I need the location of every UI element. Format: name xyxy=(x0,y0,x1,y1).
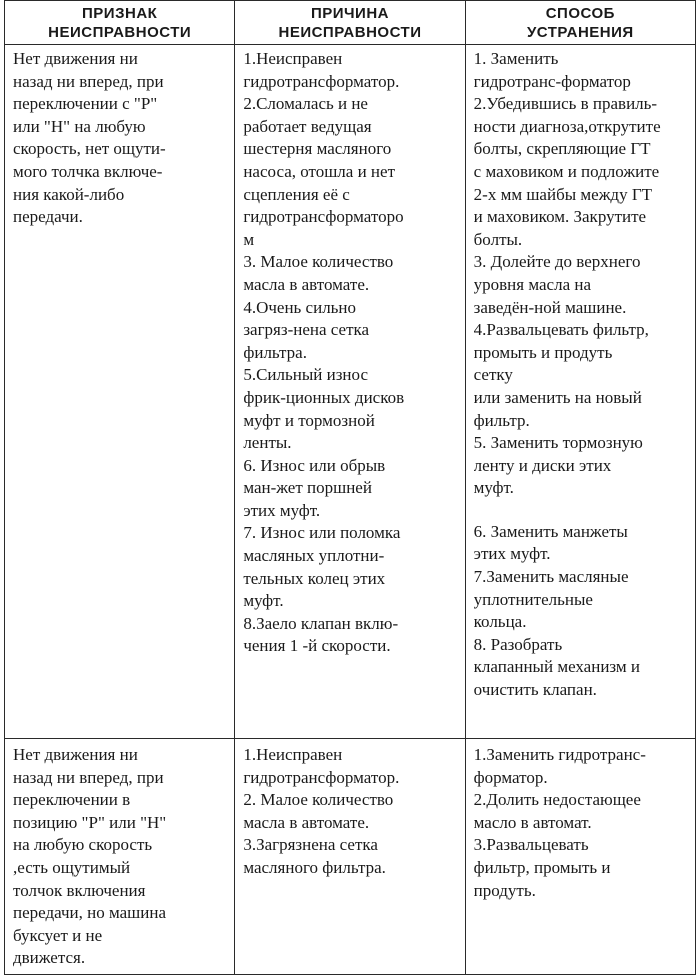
text-line: 4.Очень сильно xyxy=(243,297,357,317)
text-line: гидротрансформатор. xyxy=(243,71,400,91)
text-line: передачи. xyxy=(13,207,83,227)
remedy-cell xyxy=(465,739,695,975)
text-line: 8.Заело клапан вклю- xyxy=(243,613,399,633)
text-line: позицию "Р" или "Н" xyxy=(13,812,167,832)
text-line: промыть и продуть xyxy=(473,342,613,362)
text-line: кольца. xyxy=(473,612,527,632)
text-line: работает ведущая xyxy=(243,116,372,136)
text-line: шестерня масляного xyxy=(243,139,392,159)
remedy-cell xyxy=(465,45,695,739)
fault-table xyxy=(4,0,696,975)
symptom-cell xyxy=(5,45,235,739)
text-line: ности диагноза,открутите xyxy=(473,116,661,136)
header-cause-line: НЕИСПРАВНОСТИ xyxy=(278,24,422,41)
text-line: гидротрансформаторо xyxy=(243,207,404,227)
text-line: сетку xyxy=(473,365,513,385)
text-line: фильтра. xyxy=(243,342,307,362)
text-line: масла в автомате. xyxy=(243,274,370,294)
text-line: этих муфт. xyxy=(243,500,321,520)
text-line: фильтр, промыть и xyxy=(473,857,611,877)
table-row xyxy=(5,45,696,739)
text-line: масла в автомате. xyxy=(243,812,370,832)
text-line: ленту и диски этих xyxy=(473,455,612,475)
header-symptom xyxy=(5,1,235,45)
text-line: 6. Износ или обрыв xyxy=(243,455,386,475)
text-line: буксует и не xyxy=(13,925,103,945)
text-line: болты, скрепляющие ГТ xyxy=(473,139,651,159)
text-line: движется. xyxy=(13,948,86,968)
text-line: Нет движения ни xyxy=(13,745,138,764)
text-line: фрик-ционных дисков xyxy=(243,387,405,407)
text-line: 3.Загрязнена сетка xyxy=(243,835,378,855)
text-line: 2-х мм шайбы между ГТ xyxy=(473,184,653,204)
text-line: 7. Износ или поломка xyxy=(243,523,401,543)
text-line: переключении в xyxy=(13,790,131,810)
text-line: чения 1 -й скорости. xyxy=(243,636,391,656)
cause-cell xyxy=(235,739,465,975)
text-line: ния какой-либо xyxy=(13,184,125,204)
header-symptom-line: НЕИСПРАВНОСТИ xyxy=(48,24,192,41)
text-line: и маховиком. Закрутите xyxy=(473,207,647,227)
symptom-cell xyxy=(5,739,235,975)
text-line: 5.Сильный износ xyxy=(243,365,368,385)
text-line: заведён-ной машине. xyxy=(473,297,627,317)
text-line: фильтр. xyxy=(473,410,530,430)
text-line: масляного фильтра. xyxy=(243,857,386,877)
text-line: или "Н" на любую xyxy=(13,116,146,136)
text-line: скорость, нет ощути- xyxy=(13,139,166,159)
text-line: гидротранс-форматор xyxy=(473,71,631,91)
text-line: ман-жет поршней xyxy=(243,478,372,498)
text-line: масло в автомат. xyxy=(473,812,592,832)
text-line: 2.Убедившись в правиль- xyxy=(473,94,658,114)
text-line: муфт и тормозной xyxy=(243,410,375,430)
text-line: толчок включения xyxy=(13,880,146,900)
header-symptom-line: ПРИЗНАК xyxy=(82,5,158,22)
text-line: 3.Развальцевать xyxy=(473,835,589,855)
header-remedy-line: СПОСОБ xyxy=(545,5,615,22)
text-line: ленты. xyxy=(243,433,292,453)
cause-cell xyxy=(235,45,465,739)
text-line: форматор. xyxy=(473,767,548,787)
header-remedy-line: УСТРАНЕНИЯ xyxy=(526,24,634,41)
text-line: 3. Долейте до верхнего xyxy=(473,252,641,272)
text-line: мого толчка включе- xyxy=(13,161,163,181)
header-remedy xyxy=(465,1,695,45)
text-line: 1.Заменить гидротранс- xyxy=(473,745,646,764)
text-line: уплотнительные xyxy=(473,589,593,609)
text-line: клапанный механизм и xyxy=(473,657,641,677)
text-line: очистить клапан. xyxy=(473,680,597,700)
table-row xyxy=(5,739,696,975)
text-line xyxy=(474,500,691,521)
text-line: тельных колец этих xyxy=(243,568,386,588)
text-line: 2.Долить недостающее xyxy=(473,790,641,810)
text-line: муфт. xyxy=(243,591,284,611)
text-line: или заменить на новый xyxy=(473,387,642,407)
text-line: назад ни вперед, при xyxy=(13,71,164,91)
text-line: м xyxy=(243,229,255,249)
text-line: масляных уплотни- xyxy=(243,546,385,566)
text-line: муфт. xyxy=(473,478,514,498)
text-line: переключении с "Р" xyxy=(13,94,158,114)
text-line: этих муфт. xyxy=(473,544,551,564)
text-line: Нет движения ни xyxy=(13,49,138,68)
text-line: загряз-нена сетка xyxy=(243,320,370,340)
text-line: 2.Сломалась и не xyxy=(243,94,368,114)
text-line: болты. xyxy=(473,229,523,249)
text-line: с маховиком и подложите xyxy=(473,161,660,181)
text-line: 3. Малое количество xyxy=(243,252,394,272)
text-line: 7.Заменить масляные xyxy=(473,567,629,587)
text-line: 4.Развальцевать фильтр, xyxy=(473,320,649,340)
text-line: 8. Разобрать xyxy=(473,634,563,654)
text-line: 1.Неисправен xyxy=(243,745,343,764)
text-line: 2. Малое количество xyxy=(243,790,394,810)
text-line: на любую скорость xyxy=(13,835,153,855)
text-line: 5. Заменить тормозную xyxy=(473,433,643,453)
text-line: уровня масла на xyxy=(473,274,592,294)
text-line: продуть. xyxy=(473,880,536,900)
text-line: 6. Заменить манжеты xyxy=(473,521,628,541)
text-line: назад ни вперед, при xyxy=(13,767,164,787)
header-cause xyxy=(235,1,465,45)
text-line: 1.Неисправен xyxy=(243,49,343,68)
text-line: передачи, но машина xyxy=(13,903,166,923)
header-cause-line: ПРИЧИНА xyxy=(310,5,390,22)
text-line: насоса, отошла и нет xyxy=(243,161,396,181)
text-line: гидротрансформатор. xyxy=(243,767,400,787)
text-line: 1. Заменить xyxy=(473,49,559,68)
text-line: ,есть ощутимый xyxy=(13,857,131,877)
header-row xyxy=(5,1,696,45)
text-line: сцепления её с xyxy=(243,184,350,204)
